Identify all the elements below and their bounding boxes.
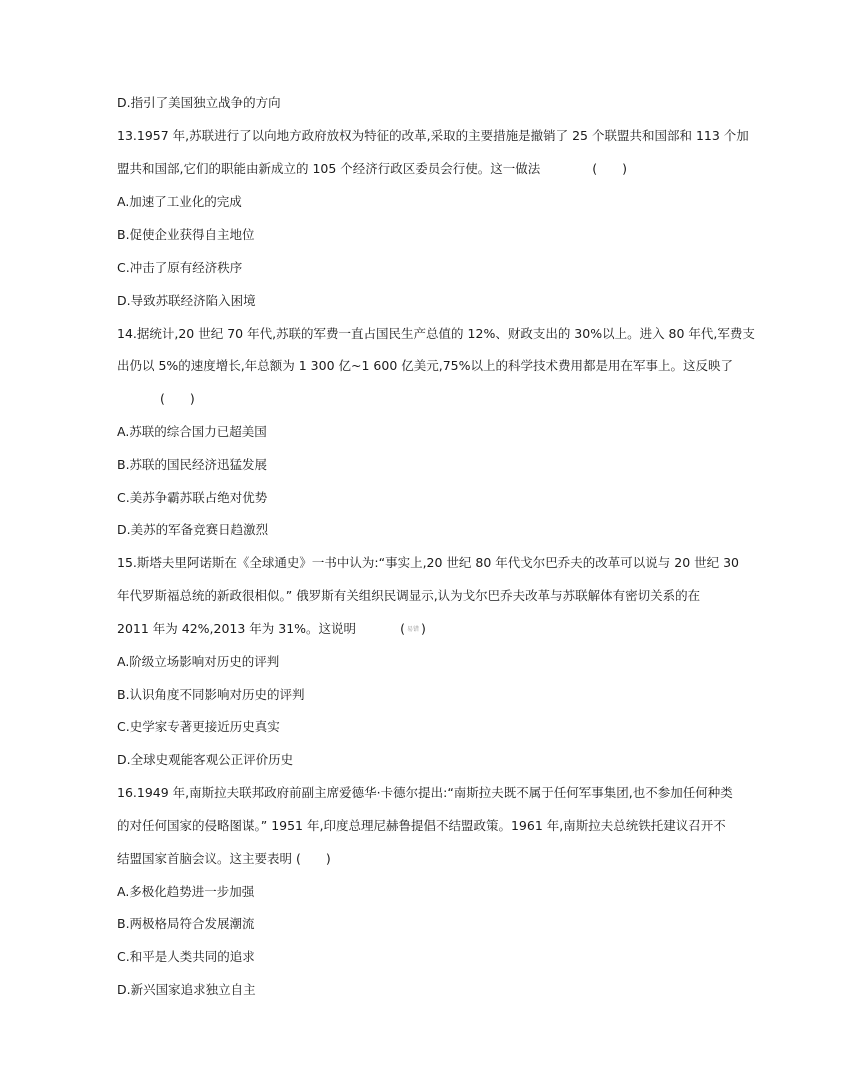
q15-answer-paren: ( 易错 ) [400,621,426,636]
q16-option-a: A.多极化趋势进一步加强 [117,884,255,899]
q13-option-c: C.冲击了原有经济秩序 [117,260,243,275]
q15-option-c: C.史学家专著更接近历史真实 [117,719,280,734]
q15-option-b: B.认识角度不同影响对历史的评判 [117,687,305,702]
q15-stem-line1: 15.斯塔夫里阿诺斯在《全球通史》一书中认为:“事实上,20 世纪 80 年代戈尔巴乔夫的改革可以说与 20 世纪 30 [117,555,740,570]
q12-option-d: D.指引了美国独立战争的方向 [117,95,281,110]
q16-option-c: C.和平是人类共同的追求 [117,949,255,964]
q13-stem-text: 盟共和国部,它们的职能由新成立的 105 个经济行政区委员会行使。这一做法 [117,161,541,176]
q13-answer-paren: ( ) [592,161,628,176]
q16-stem-text: 结盟国家首脑会议。这主要表明 [117,851,293,866]
q16-stem-line1: 16.1949 年,南斯拉夫联邦政府前副主席爱德华·卡德尔提出:“南斯拉夫既不属于任何军事集团,也不参加任何种类 [117,785,733,800]
q14-stem-line1: 14.据统计,20 世纪 70 年代,苏联的军费一直占国民生产总值的 12%、财政支出的 30%以上。进入 80 年代,军费支 [117,326,755,341]
q14-option-c: C.美苏争霸苏联占绝对优势 [117,490,268,505]
q14-option-d: D.美苏的军备竞赛日趋激烈 [117,522,269,537]
q16-stem-line2: 的对任何国家的侵略图谋。” 1951 年,印度总理尼赫鲁提倡不结盟政策。1961 年,南斯拉夫总统铁托建议召开不 [117,818,726,833]
q16-option-d: D.新兴国家追求独立自主 [117,982,256,997]
q15-stem-line2: 年代罗斯福总统的新政很相似。” 俄罗斯有关组织民调显示,认为戈尔巴乔夫改革与苏联解体有密切关系的在 [117,588,701,603]
q14-stem-line2: 出仍以 5%的速度增长,年总额为 1 300 亿~1 600 亿美元,75%以上的科学技术费用都是用在军事上。这反映了 [117,358,733,373]
q16-option-b: B.两极格局符合发展潮流 [117,916,255,931]
q16-answer-paren: ( ) [296,851,331,866]
q15-stem-text: 2011 年为 42%,2013 年为 31%。这说明 [117,621,357,636]
q14-answer-paren: ( ) [160,391,195,406]
q15-stem-line3 [117,620,426,639]
q14-option-a: A.苏联的综合国力已超美国 [117,424,267,439]
q13-option-d: D.导致苏联经济陷入困境 [117,293,256,308]
q15-error-mark: 易错 [406,625,419,633]
q14-option-b: B.苏联的国民经济迅猛发展 [117,457,268,472]
q13-option-b: B.促使企业获得自主地位 [117,227,255,242]
q15-option-d: D.全球史观能客观公正评价历史 [117,752,294,767]
q13-stem-line1: 13.1957 年,苏联进行了以向地方政府放权为特征的改革,采取的主要措施是撤销了 25 个联盟共和国部和 113 个加 [117,128,749,143]
q13-stem-line2 [117,160,627,178]
q15-option-a: A.阶级立场影响对历史的评判 [117,654,280,669]
q13-option-a: A.加速了工业化的完成 [117,194,242,209]
q16-stem-line3 [117,850,331,868]
